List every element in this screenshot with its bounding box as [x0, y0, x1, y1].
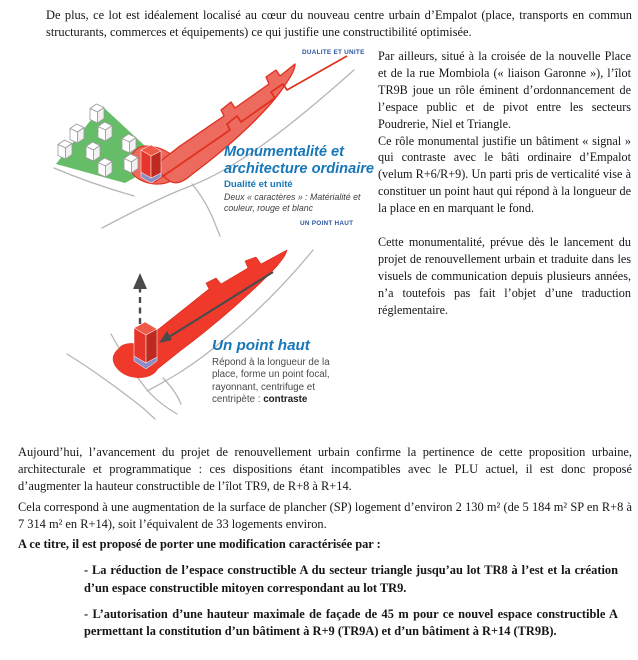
up-arrow: [133, 273, 147, 324]
diagram2-caption-emphasis: contraste: [263, 394, 308, 406]
diagram2-tag: UN POINT HAUT: [300, 220, 354, 227]
bottom-section: [18, 444, 632, 641]
diagram1-subtitle: Dualité et unité: [224, 179, 293, 190]
right-paragraph-1: Par ailleurs, situé à la croisée de la nouvelle Place et de la rue Mombiola (« liaison Garonne »), l’îlot TR9B joue un rôle éminent d’ordonnancement de l’espace public et de pivot entre les secteurs Poudrerie, Niel et Triangle.: [378, 49, 631, 131]
red-tower: [134, 322, 157, 369]
bullet-list: [84, 562, 618, 641]
right-paragraph-2: Ce rôle monumental justifie un bâtiment « signal » qui contraste avec le bâti ordinaire d’Empalot (velum R+6/R+9). Un parti pris de verticalité vise à constituer un point haut qui répond à la longueur de la place en en marquant le fond.: [378, 133, 631, 216]
right-column: [378, 48, 631, 319]
diagram2-caption: [212, 357, 355, 407]
diagram2-title: Un point haut: [212, 337, 310, 354]
bottom-lead: A ce titre, il est proposé de porter une modification caractérisée par :: [18, 537, 381, 552]
diagram2-caption-text: Répond à la longueur de la place, forme un point focal, rayonnant, centrifuge et centripète :: [212, 357, 330, 406]
bullet-item-2: - L’autorisation d’une hauteur maximale de façade de 45 m pour ce nouvel espace constructible A permettant la constitution d’un bâtiment à R+9 (TR9A) et d’un bâtiment à R+14 (TR9B).: [84, 607, 618, 639]
diagram1-tag: DUALITE ET UNITE: [302, 49, 365, 56]
bullet-item-1: - La réduction de l’espace constructible A du secteur triangle jusqu’au lot TR8 à l’est et la création d’un espace constructible mitoyen correspondant au lot TR9.: [84, 563, 618, 595]
diagram1-caption: Deux « caractères » : Matérialité et couleur, rouge et blanc: [224, 192, 361, 213]
diagram1-title: Monumentalité et architecture ordinaire: [224, 144, 375, 177]
bottom-paragraph-1: Aujourd’hui, l’avancement du projet de renouvellement urbain confirme la pertinence de cette proposition urbaine, architecturale et programmatique : ces dispositions étant incompatibles avec le PLU actuel, il est donc proposé d’augmenter la hauteur constructible de l’îlot TR9, de R+8 à R+14.: [18, 445, 632, 494]
right-paragraph-3: Cette monumentalité, prévue dès le lancement du projet de renouvellement urbain et traduite dans les visuels de communication depuis plusieurs années, n’a toutefois pas fait l’objet d’une traduction réglementaire.: [378, 235, 631, 317]
intro-paragraph: De plus, ce lot est idéalement localisé au cœur du nouveau centre urbain d’Empalot (place, transports en commun structurants, commerces et équipements) ce qui justifie une constructibilité optimisée.: [46, 8, 632, 40]
bottom-paragraph-2: Cela correspond à une augmentation de la surface de plancher (SP) logement d’environ 2 130 m² (de 5 184 m² SP en R+8 à 7 314 m² en R+14), soit l’équivalent de 33 logements environ.: [18, 499, 632, 531]
red-tower: [141, 145, 161, 183]
